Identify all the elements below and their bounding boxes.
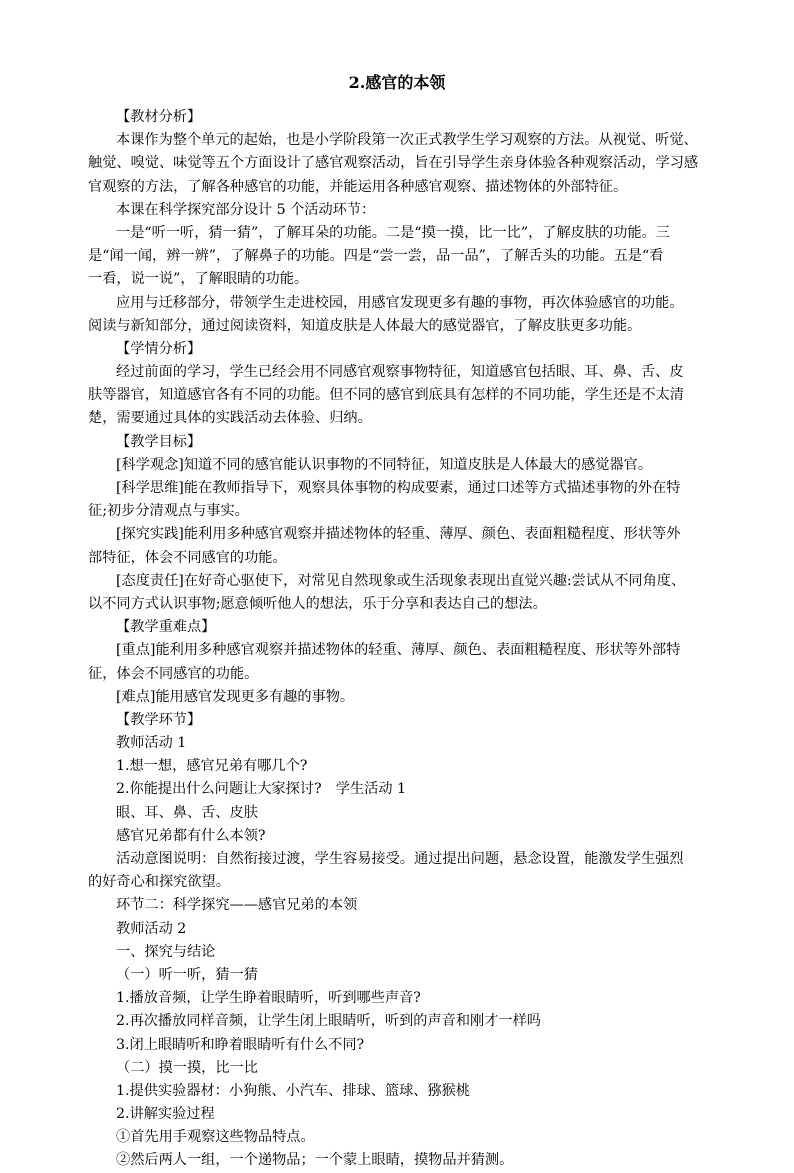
text-line: [科学思维]能在教师指导下，观察具体事物的构成要素，通过口述等方式描述事物的外在特 bbox=[116, 480, 681, 496]
text-line: 一看，说一说”，了解眼睛的功能。 bbox=[88, 271, 309, 288]
text-line: 应用与迁移部分，带领学生走进校园，用感官发现更多有趣的事物，再次体验感官的功能。 bbox=[116, 294, 684, 311]
text-line: 活动意图说明：自然衔接过渡，学生容易接受。通过提出问题，悬念设置，能激发学生强烈 bbox=[116, 851, 684, 867]
text-line: 一是“听一听，猜一猜”，了解耳朵的功能。二是“摸一摸，比一比”，了解皮肤的功能。三 bbox=[116, 224, 670, 241]
text-line: 肤等器官，知道感官各有不同的功能。但不同的感官到底具有怎样的不同功能，学生还是不太清 bbox=[88, 387, 684, 404]
text-line: 教师活动 2 bbox=[116, 920, 187, 937]
text-line: 2.你能提出什么问题让大家探讨? 学生活动 1 bbox=[116, 781, 407, 798]
text-line: 【教学重难点】 bbox=[116, 619, 216, 636]
text-line: 2.再次播放同样音频，让学生闭上眼睛听，听到的声音和刚才一样吗 bbox=[116, 1013, 541, 1030]
text-line: [探究实践]能利用多种感官观察并描述物体的轻重、薄厚、颜色、表面粗糙程度、形状等外 bbox=[116, 526, 681, 543]
text-line: 3.闭上眼睛听和睁着眼睛听有什么不同? bbox=[116, 1036, 365, 1053]
text-line: 征;初步分清观点与事实。 bbox=[88, 503, 249, 520]
text-line: [态度责任]在好奇心驱使下，对常见自然现象或生活现象表现出直觉兴趣:尝试从不同角度、 bbox=[116, 572, 686, 589]
text-line: [科学观念]知道不同的感官能认识事物的不同特征，知道皮肤是人体最大的感觉器官。 bbox=[116, 456, 653, 473]
text-line: 部特征，体会不同感官的功能。 bbox=[88, 549, 287, 566]
text-line: 2.讲解实验过程 bbox=[116, 1106, 215, 1123]
text-line: 本课作为整个单元的起始，也是小学阶段第一次正式教学生学习观察的方法。从视觉、听觉、 bbox=[116, 132, 698, 149]
text-line: 【教学环节】 bbox=[116, 711, 202, 728]
text-line: 本课在科学探究部分设计 5 个活动环节： bbox=[116, 201, 376, 218]
text-line: 以不同方式认识事物;愿意倾听他人的想法，乐于分享和表达自己的想法。 bbox=[88, 595, 547, 612]
text-line: （一）听一听，猜一猜 bbox=[116, 966, 258, 983]
text-line: 触觉、嗅觉、味觉等五个方面设计了感官观察活动，旨在引导学生亲身体验各种观察活动，学习感 bbox=[88, 155, 699, 172]
text-line: （二）摸一摸，比一比 bbox=[116, 1059, 258, 1076]
text-line: 经过前面的学习，学生已经会用不同感官观察事物特征，知道感官包括眼、耳、鼻、舌、皮 bbox=[116, 364, 684, 381]
text-line: 环节二：科学探究——感官兄弟的本领 bbox=[116, 897, 358, 914]
text-line: ①首先用手观察这些物品特点。 bbox=[116, 1129, 315, 1146]
text-line: ②然后两人一组，一个递物品；一个蒙上眼睛，摸物品并猜测。 bbox=[116, 1152, 514, 1169]
text-line: 阅读与新知部分，通过阅读资料，知道皮肤是人体最大的感觉器官，了解皮肤更多功能。 bbox=[88, 317, 642, 334]
text-line: [难点]能用感官发现更多有趣的事物。 bbox=[116, 688, 355, 705]
text-line: 【教材分析】 bbox=[116, 109, 202, 125]
document-body bbox=[88, 106, 706, 1173]
text-line: 感官兄弟都有什么本领? bbox=[116, 827, 266, 844]
text-line: 1.想一想，感官兄弟有哪几个? bbox=[116, 758, 308, 775]
text-line: 眼、耳、鼻、舌、皮肤 bbox=[116, 804, 258, 821]
text-line: 是“闻一闻，辨一辨”，了解鼻子的功能。四是“尝一尝，品一品”，了解舌头的功能。五是“看 bbox=[88, 248, 664, 265]
text-line: 教师活动 1 bbox=[116, 735, 187, 752]
text-line: 1.播放音频，让学生睁着眼睛听，听到哪些声音? bbox=[116, 990, 421, 1007]
text-line: 1.提供实验器材：小狗熊、小汽车、排球、篮球、猕猴桃 bbox=[116, 1082, 471, 1099]
text-line: 的好奇心和探究欲望。 bbox=[88, 874, 230, 891]
text-line: 【学情分析】 bbox=[116, 340, 202, 357]
text-line: [重点]能利用多种感官观察并描述物体的轻重、薄厚、颜色、表面粗糙程度、形状等外部特 bbox=[116, 642, 681, 659]
text-line: 一、探究与结论 bbox=[116, 943, 216, 960]
text-line: 征，体会不同感官的功能。 bbox=[88, 665, 259, 682]
document-title: 2.感官的本领 bbox=[348, 73, 446, 92]
text-line: 楚，需要通过具体的实践活动去体验、归纳。 bbox=[88, 410, 372, 427]
text-line: 官观察的方法，了解各种感官的功能，并能运用各种感官观察、描述物体的外部特征。 bbox=[88, 178, 628, 195]
text-line: 【教学目标】 bbox=[116, 433, 202, 450]
